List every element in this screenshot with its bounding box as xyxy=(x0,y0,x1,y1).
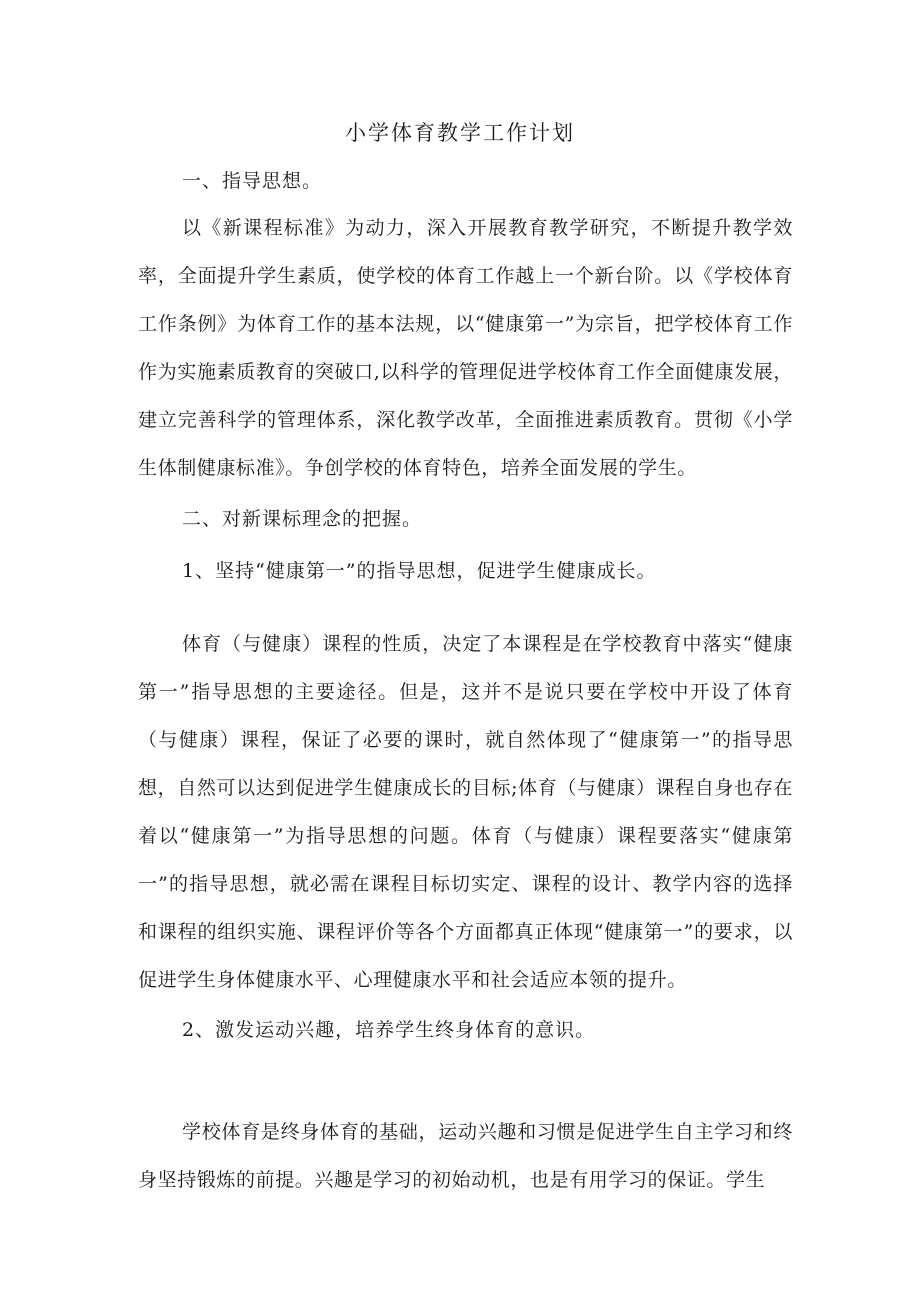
paragraph-guiding-thought: 以《新课程标准》为动力，深入开展教育教学研究，不断提升教学效率，全面提升学生素质，使学校的体育工作越上一个新台阶。以《学校体育工作条例》为体育工作的基本法规，以“健康第一”为宗旨，把学校体育工作作为实施素质教育的突破口,以科学的管理促进学校体育工作全面健康发展，建立完善科学的管理体系，深化教学改革，全面推进素质教育。贯彻《小学生体制健康标准》。争创学校的体育特色，培养全面发展的学生。 xyxy=(138,217,793,479)
section-heading-guiding-thought: 一、指导思想。 xyxy=(182,170,323,192)
section-heading-new-curriculum: 二、对新课标理念的把握。 xyxy=(182,508,423,530)
point-heading-sports-interest: 2、激发运动兴趣，培养学生终身体育的意识。 xyxy=(182,1019,596,1041)
document-title: 小学体育教学工作计划 xyxy=(345,121,575,145)
paragraph-sports-interest: 学校体育是终身体育的基础，运动兴趣和习惯是促进学生自主学习和终身坚持锻炼的前提。兴趣是学习的初始动机，也是有用学习的保证。学生 xyxy=(138,1121,793,1191)
point-heading-health-first: 1、坚持“健康第一”的指导思想，促进学生健康成长。 xyxy=(182,560,657,582)
paragraph-health-first: 体育（与健康）课程的性质，决定了本课程是在学校教育中落实“健康第一”指导思想的主要途径。但是，这并不是说只要在学校中开设了体育（与健康）课程，保证了必要的课时，就自然体现了“健康第一”的指导思想，自然可以达到促进学生健康成长的目标;体育（与健康）课程自身也存在着以“健康第一”为指导思想的问题。体育（与健康）课程要落实“健康第一”的指导思想，就必需在课程目标切实定、课程的设计、教学内容的选择和课程的组织实施、课程评价等各个方面都真正体现“健康第一”的要求，以促进学生身体健康水平、心理健康水平和社会适应本领的提升。 xyxy=(138,633,793,991)
